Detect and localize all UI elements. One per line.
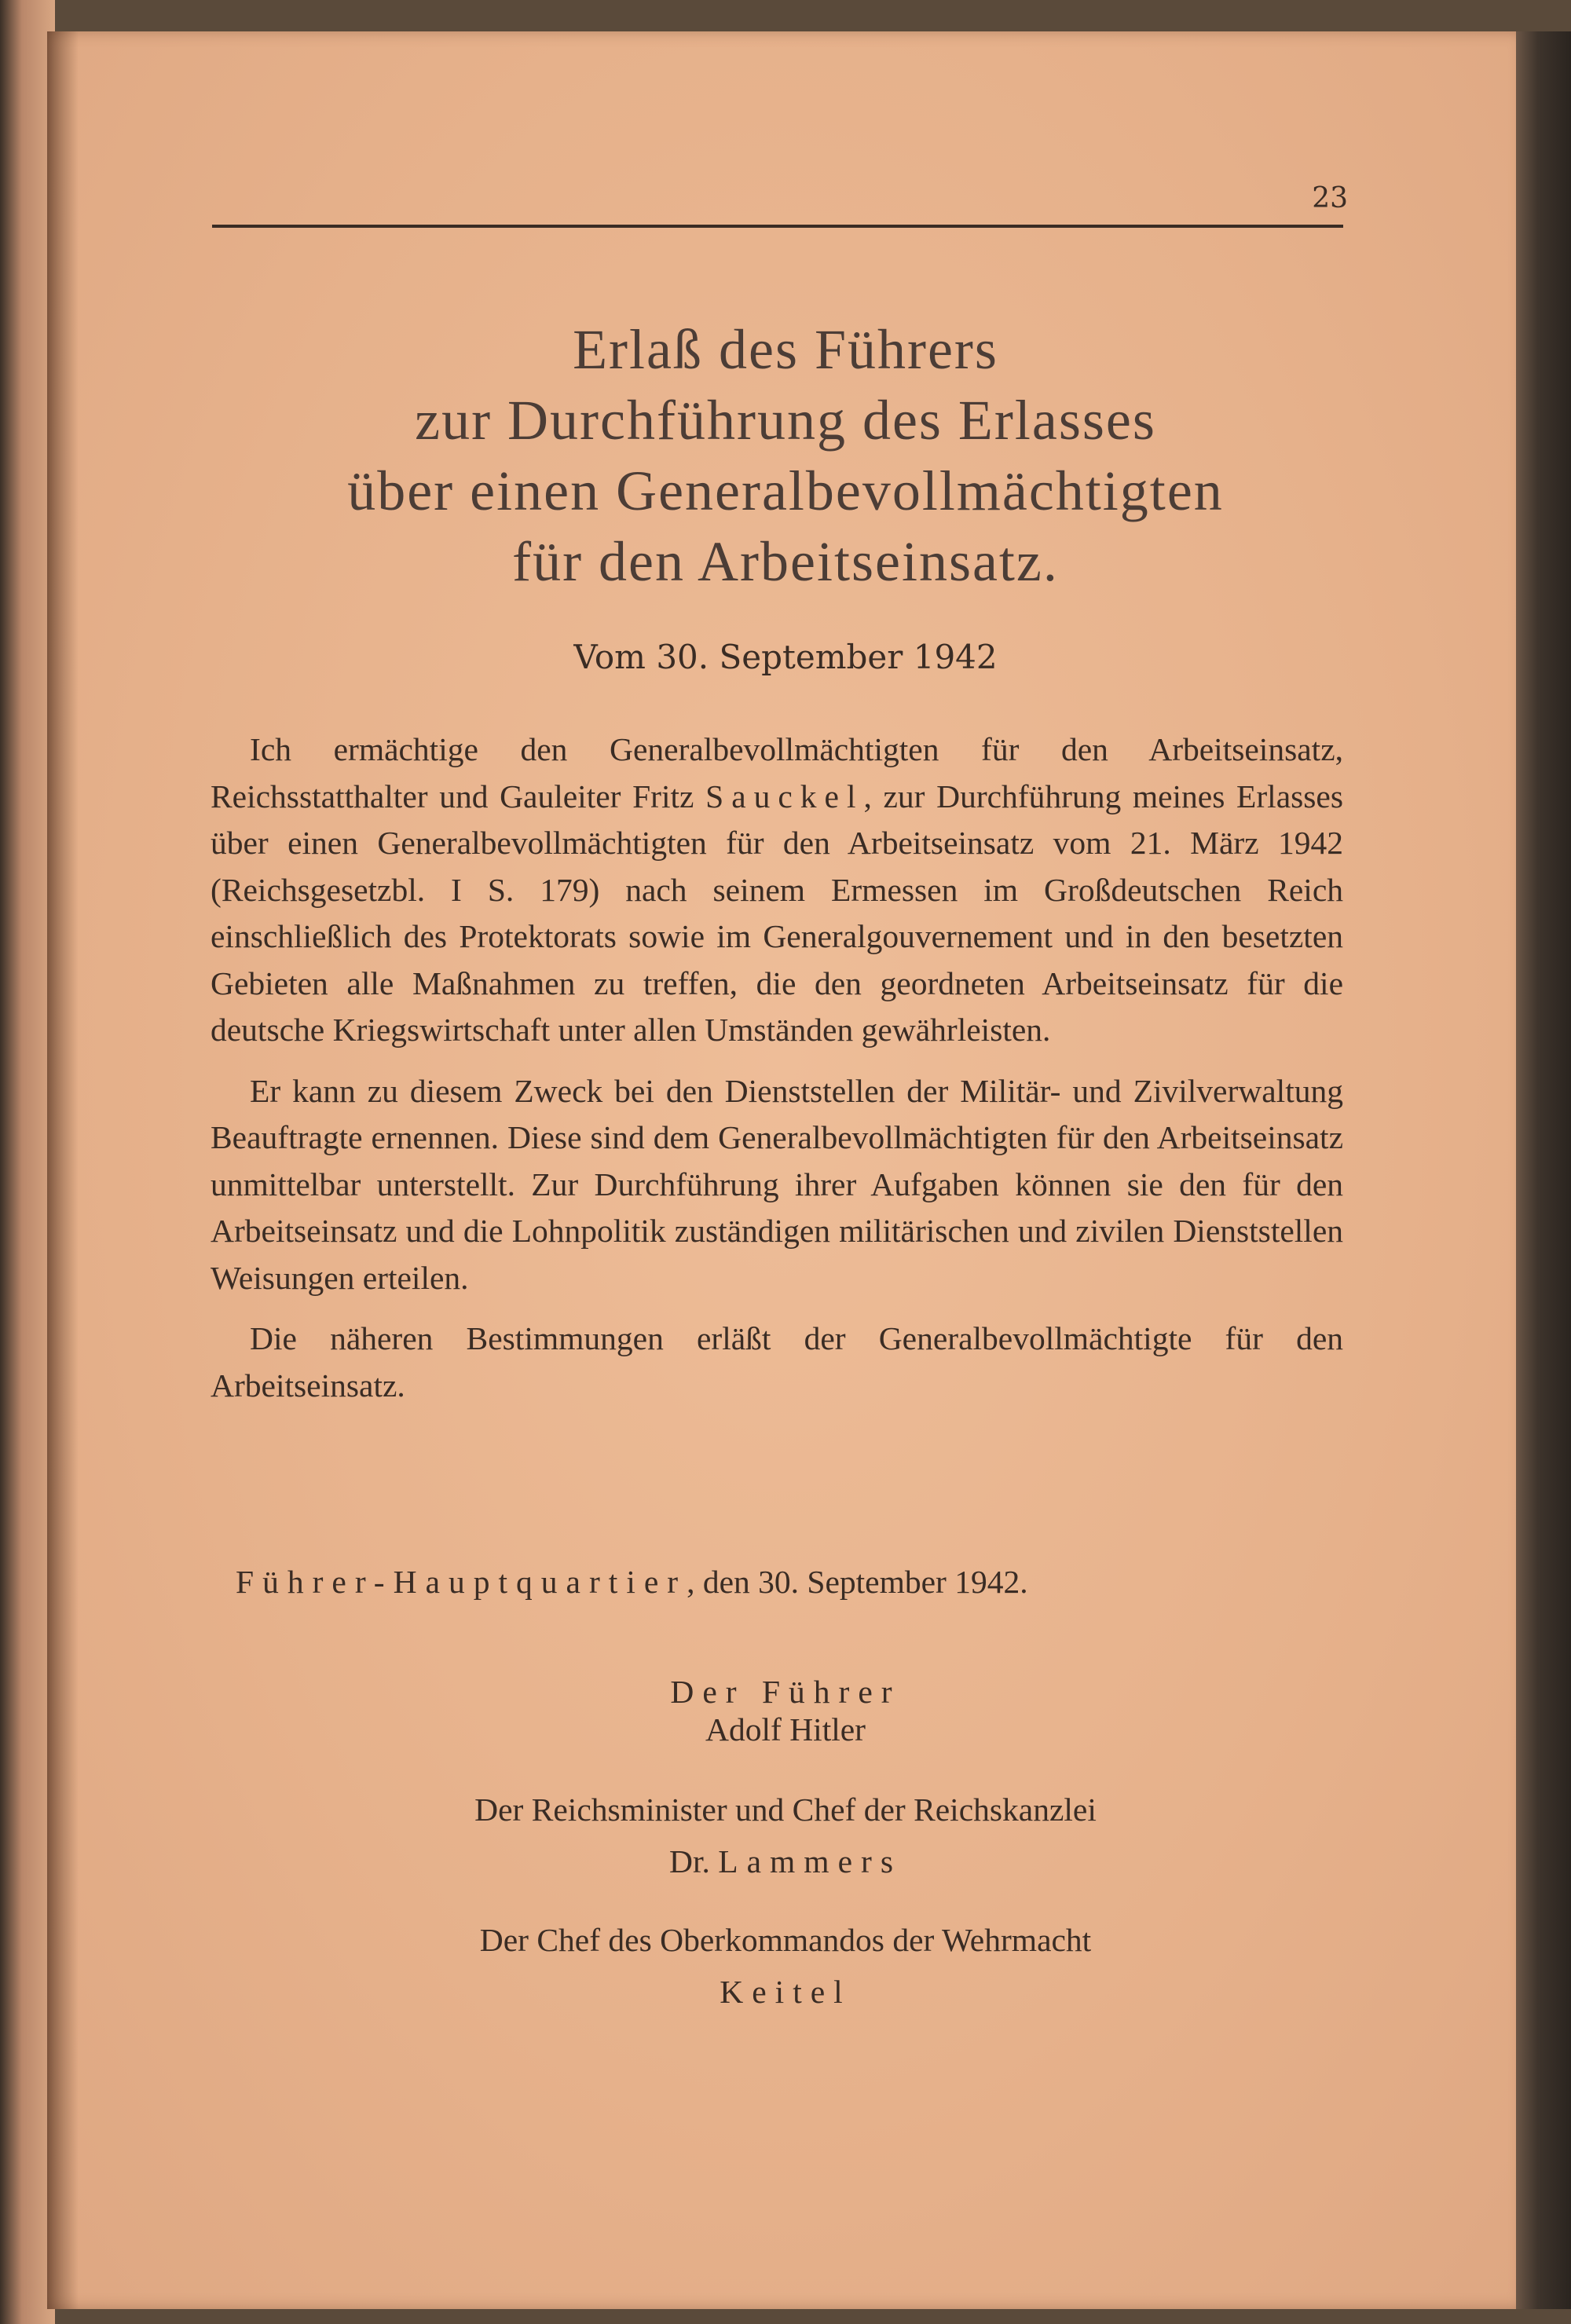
fuehrer-name: Adolf Hitler [705,1711,866,1748]
decree-date: Vom 30. September 1942 [573,638,998,676]
paragraph-1-text-b: , zur Durchführung meines Erlasses über einen Generalbevollmächtigten für den Arbeitseinsatz vom 21. März 1942 (Reichsgesetzbl. I S. 179) nach seinem Ermessen im Großdeutschen Reich einschließlich des Protektorats sowie im Generalgouvernement und in den besetzten Gebieten alle Maßnahmen zu treffen, die den geordneten Arbeitseinsatz für die deutsche Kriegswirtschaft unter allen Umständen gewährleisten. [211,778,1343,1048]
signoff-line [236,1563,1335,1601]
binding-gutter [47,31,79,2309]
title-line-4: für den Arbeitseinsatz. [512,530,1059,593]
paragraph-1-text-a: Ich ermächtige den Generalbevollmächtigten für den Arbeitseinsatz, Reichsstatthalter und Gauleiter Fritz [211,731,1343,814]
title-line-2: zur Durchführung des Erlasses [415,389,1156,452]
document-title [236,314,1335,597]
title-line-1: Erlaß des Führers [573,318,998,381]
minister-prefix: Dr. [669,1843,719,1879]
title-line-3: über einen Generalbevollmächtigten [347,459,1224,522]
header-rule [212,225,1343,228]
right-page-edge [1516,31,1571,2309]
signoff-place: Führer-Hauptquartier [236,1564,687,1600]
paragraph-3: Die näheren Bestimmungen erläßt der Generalbevollmächtigte für den Arbeitseinsatz. [211,1320,1343,1404]
chief-title: Der Chef des Oberkommandos der Wehrmacht [479,1922,1092,1958]
paragraph-2: Er kann zu diesem Zweck bei den Dienststellen der Militär- und Zivilverwaltung Beauftragte ernennen. Diese sind dem Generalbevollmächtigten für den Arbeitseinsatz unmittelbar unterstellt. Zur Durchführung ihrer Aufgaben können sie den für den Arbeitseinsatz und die Lohnpolitik zuständigen militärischen und zivilen Dienststellen Weisungen erteilen. [211,1072,1343,1296]
name-sauckel: Sauckel [705,778,864,814]
minister-title: Der Reichsminister und Chef der Reichskanzlei [474,1791,1097,1828]
minister-signature [236,1843,1335,1880]
fuehrer-title: Der Führer [670,1674,901,1710]
chief-name: Keitel [720,1974,851,2010]
decree-body [211,726,1343,1423]
signoff-date: , den 30. September 1942. [687,1564,1028,1600]
minister-name: Lammers [718,1843,902,1879]
page-number: 23 [1312,182,1348,214]
paragraph-1 [211,726,1343,1054]
